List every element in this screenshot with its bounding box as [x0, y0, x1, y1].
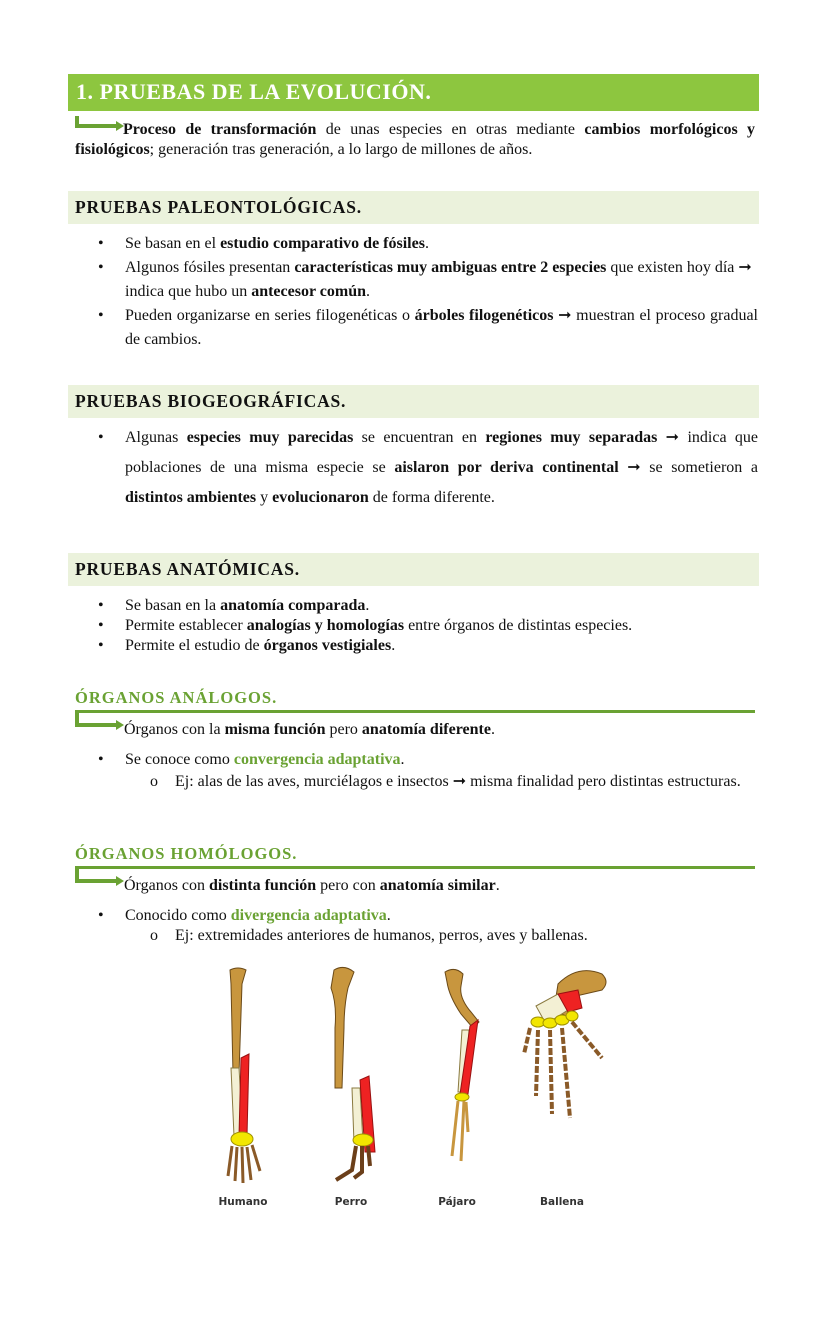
section-header-anatomicas	[68, 553, 759, 586]
bio-list	[68, 423, 758, 513]
list-item: • Se conoce como convergencia adaptativa.	[68, 750, 758, 770]
list-item: • Pueden organizarse en series filogenéticas o árboles filogenéticos ➞ muestran el proceso gradual de cambios.	[68, 304, 758, 352]
analogos-list	[68, 750, 758, 770]
list-item: • Se basan en el estudio comparativo de fósiles.	[68, 232, 758, 256]
example-item: o Ej: alas de las aves, murciélagos e insectos ➞ misma finalidad pero distintas estructuras.	[150, 773, 741, 790]
section-header-biogeograficas	[68, 385, 759, 418]
figure-label-humano: Humano	[218, 1196, 268, 1208]
list-item: • Permite el estudio de órganos vestigiales.	[68, 636, 758, 656]
homologos-list	[68, 906, 758, 926]
figure-label-ballena: Ballena	[540, 1196, 584, 1208]
list-item: • Se basan en la anatomía comparada.	[68, 596, 758, 616]
whale-limb-illustration	[524, 971, 606, 1118]
arrow-icon	[74, 713, 126, 735]
bird-limb-illustration	[445, 969, 479, 1161]
subsection-title-homologos: ÓRGANOS HOMÓLOGOS.	[75, 844, 298, 863]
subsection-title-analogos: ÓRGANOS ANÁLOGOS.	[75, 688, 278, 707]
dog-limb-illustration	[331, 967, 375, 1180]
list-item: • Algunas especies muy parecidas se encuentran en regiones muy separadas ➞ indica que poblaciones de una misma especie se aislaron por deriva continental ➞ se sometieron a distintos ambientes y evolucionaron de forma diferente.	[68, 423, 758, 513]
section-title: PRUEBAS BIOGEOGRÁFICAS.	[75, 391, 347, 411]
anat-list	[68, 596, 758, 656]
paleo-list	[68, 232, 758, 352]
divider	[75, 710, 755, 713]
figure-label-perro: Perro	[334, 1196, 368, 1208]
title-bar	[68, 74, 759, 111]
section-header-paleontologicas	[68, 191, 759, 224]
divider	[75, 866, 755, 869]
human-limb-illustration	[228, 968, 260, 1183]
list-item: • Permite establecer analogías y homologías entre órganos de distintas especies.	[68, 616, 758, 636]
section-title: PRUEBAS ANATÓMICAS.	[75, 559, 300, 579]
forelimb-figure	[200, 960, 640, 1195]
intro-paragraph: Proceso de transformación de unas especies en otras mediante cambios morfológicos y fisiológicos; generación tras generación, a lo largo de millones de años.	[75, 121, 756, 158]
list-item: • Algunos fósiles presentan características muy ambiguas entre 2 especies que existen hoy día ➞ indica que hubo un antecesor común.	[68, 256, 758, 304]
page-title: 1. PRUEBAS DE LA EVOLUCIÓN.	[76, 79, 432, 104]
example-item: o Ej: extremidades anteriores de humanos, perros, aves y ballenas.	[150, 927, 588, 944]
figure-label-pajaro: Pájaro	[438, 1196, 476, 1208]
definition-analogos: Órganos con la misma función pero anatomía diferente.	[124, 721, 495, 738]
section-title: PRUEBAS PALEONTOLÓGICAS.	[75, 197, 362, 217]
arrow-icon	[74, 869, 126, 891]
list-item: • Conocido como divergencia adaptativa.	[68, 906, 758, 926]
definition-homologos: Órganos con distinta función pero con anatomía similar.	[124, 877, 500, 894]
